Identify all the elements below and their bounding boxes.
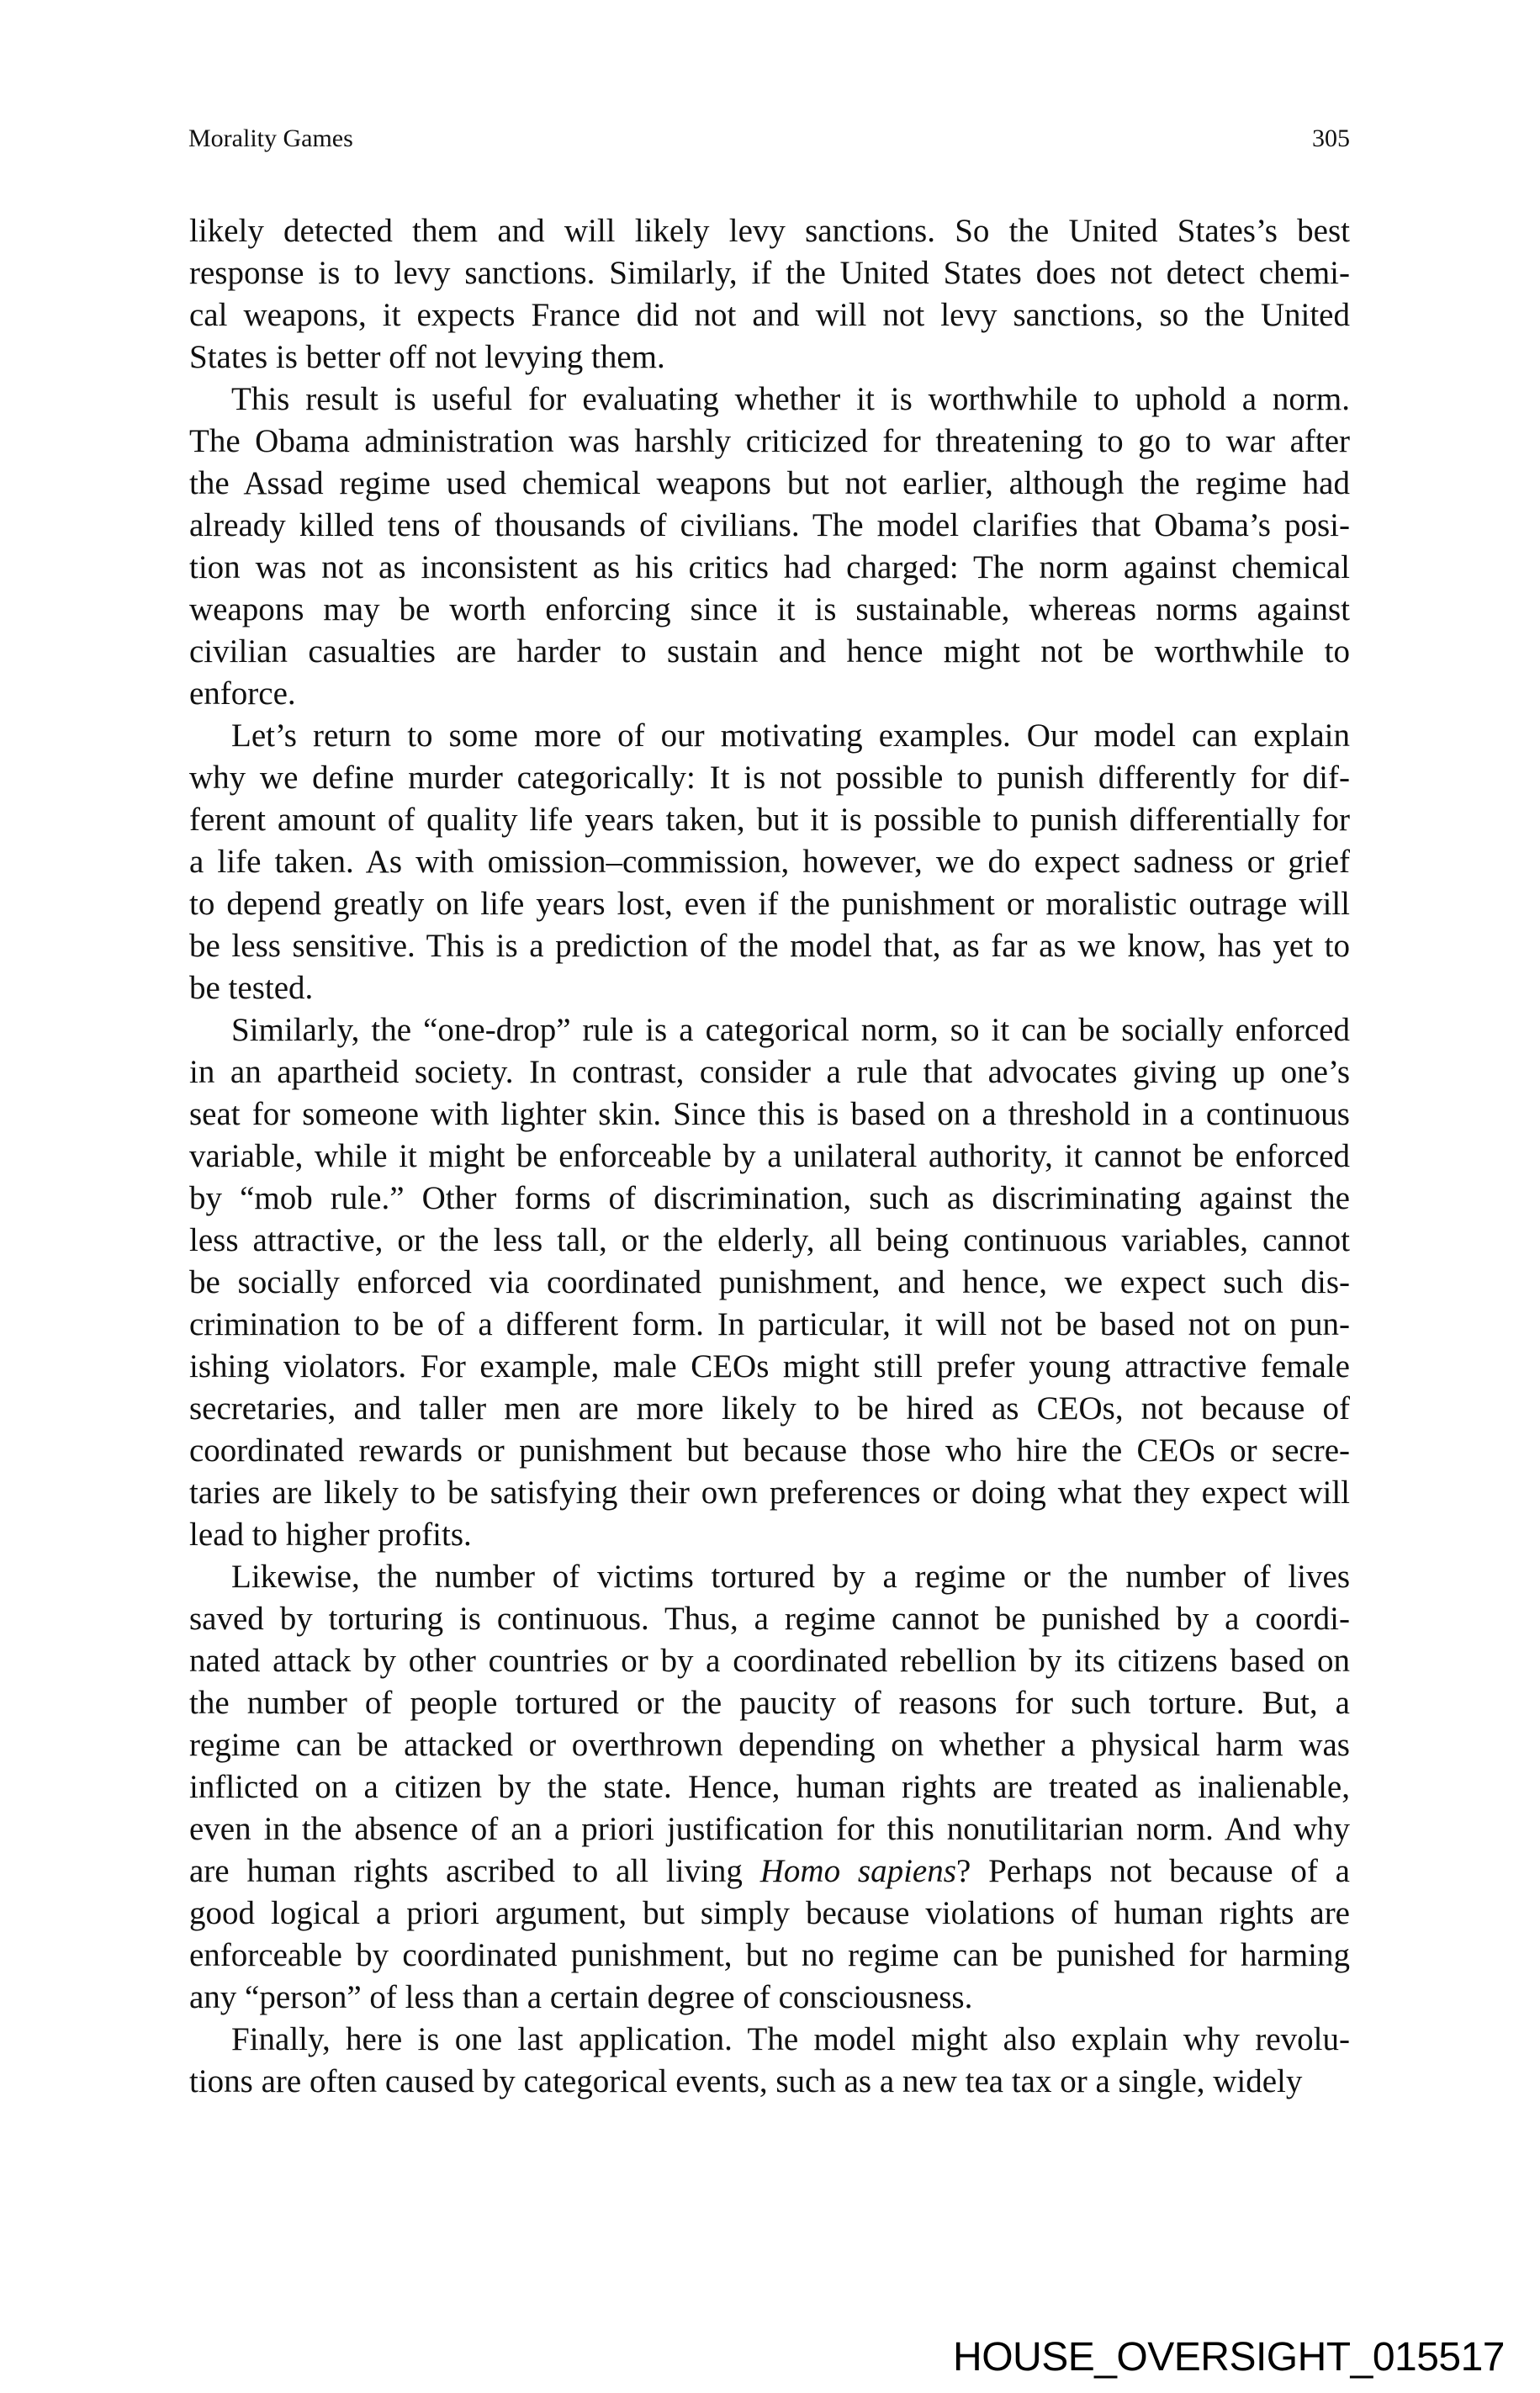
line-text: Likewise, the number of victims tortured by a regime or the number of lives <box>231 1559 1350 1595</box>
text-line <box>189 841 1350 883</box>
line-text: ishing violators. For example, male CEOs might still prefer young attractive female <box>189 1348 1350 1384</box>
line-text: The Obama administration was harshly criticized for threatening to go to war after <box>189 423 1350 459</box>
text-line <box>189 294 1350 336</box>
line-text: in an apartheid society. In contrast, consider a rule that advocates giving up one’s <box>189 1054 1350 1090</box>
line-text: secretaries, and taller men are more likely to be hired as CEOs, not because of <box>189 1390 1350 1427</box>
line-text: nated attack by other countries or by a coordinated rebellion by its citizens based on <box>189 1643 1350 1679</box>
text-line <box>189 547 1350 589</box>
line-text: be less sensitive. This is a prediction of the model that, as far as we know, has yet to <box>189 928 1350 964</box>
line-text: be socially enforced via coordinated punishment, and hence, we expect such dis- <box>189 1264 1350 1300</box>
italic-term: Homo sapiens <box>759 1853 956 1889</box>
text-line <box>189 883 1350 925</box>
line-text: seat for someone with lighter skin. Since this is based on a threshold in a continuous <box>189 1096 1350 1132</box>
line-text: cal weapons, it expects France did not and will not levy sanctions, so the United <box>189 297 1350 333</box>
text-line <box>189 1850 1350 1893</box>
line-text: regime can be attacked or overthrown depending on whether a physical harm was <box>189 1727 1350 1763</box>
line-text: tions are often caused by categorical events, such as a new tea tax or a single, widely <box>189 2063 1303 2099</box>
line-text: enforce. <box>189 675 296 712</box>
text-segment: are human rights ascribed to all living <box>189 1853 760 1889</box>
body-text <box>189 210 1350 2103</box>
text-line <box>189 1136 1350 1178</box>
text-line <box>189 1472 1350 1514</box>
line-text: enforceable by coordinated punishment, but no regime can be punished for harming <box>189 1937 1350 1973</box>
text-line <box>189 589 1350 631</box>
text-line <box>189 1640 1350 1682</box>
line-text: already killed tens of thousands of civilians. The model clarifies that Obama’s posi- <box>189 507 1350 543</box>
text-line <box>189 925 1350 967</box>
line-text: the Assad regime used chemical weapons but not earlier, although the regime had <box>189 465 1350 501</box>
text-line <box>189 631 1350 673</box>
text-line <box>189 1514 1350 1556</box>
line-text: likely detected them and will likely levy sanctions. So the United States’s best <box>189 213 1350 249</box>
text-line <box>189 1977 1350 2019</box>
text-line <box>189 1935 1350 1977</box>
text-line <box>189 1009 1350 1051</box>
text-line <box>189 1682 1350 1724</box>
line-text: a life taken. As with omission–commission, however, we do expect sadness or grief <box>189 844 1350 880</box>
line-text: Let’s return to some more of our motivating examples. Our model can explain <box>231 717 1350 754</box>
text-line <box>189 799 1350 841</box>
text-line <box>189 2061 1350 2103</box>
line-text: less attractive, or the less tall, or the elderly, all being continuous variables, cannot <box>189 1222 1350 1258</box>
line-text: Finally, here is one last application. The model might also explain why revolu- <box>231 2021 1350 2057</box>
text-line <box>189 1430 1350 1472</box>
text-line <box>189 463 1350 505</box>
line-text: inflicted on a citizen by the state. Hence, human rights are treated as inalienable, <box>189 1769 1350 1805</box>
line-text: even in the absence of an a priori justification for this nonutilitarian norm. And why <box>189 1811 1350 1847</box>
text-line <box>189 1808 1350 1850</box>
line-text: variable, while it might be enforceable by a unilateral authority, it cannot be enforced <box>189 1138 1350 1174</box>
line-text: lead to higher profits. <box>189 1517 472 1553</box>
page-header <box>188 124 1350 157</box>
line-text <box>189 1850 1350 1893</box>
text-line <box>189 1556 1350 1598</box>
text-line <box>189 1724 1350 1766</box>
text-line <box>189 210 1350 252</box>
text-line <box>189 1388 1350 1430</box>
paragraph <box>189 379 1350 715</box>
text-line <box>189 757 1350 799</box>
paragraph <box>189 1556 1350 2019</box>
text-line <box>189 505 1350 547</box>
paragraph <box>189 1009 1350 1556</box>
text-line <box>189 967 1350 1009</box>
running-title: Morality Games <box>188 124 353 152</box>
paragraph <box>189 715 1350 1009</box>
text-line <box>189 1220 1350 1262</box>
line-text: coordinated rewards or punishment but because those who hire the CEOs or secre- <box>189 1432 1350 1469</box>
line-text: civilian casualties are harder to sustain and hence might not be worthwhile to <box>189 633 1350 670</box>
line-text: This result is useful for evaluating whether it is worthwhile to uphold a norm. <box>231 381 1350 417</box>
text-line <box>189 1893 1350 1935</box>
text-line <box>189 1178 1350 1220</box>
bates-stamp: HOUSE_OVERSIGHT_015517 <box>953 2335 1505 2380</box>
text-line <box>189 1346 1350 1388</box>
paragraph <box>189 210 1350 379</box>
line-text: why we define murder categorically: It is not possible to punish differently for dif- <box>189 760 1350 796</box>
page-number: 305 <box>1312 124 1350 152</box>
line-text: the number of people tortured or the paucity of reasons for such torture. But, a <box>189 1685 1350 1721</box>
line-text: ferent amount of quality life years taken, but it is possible to punish differentially for <box>189 802 1350 838</box>
line-text: Similarly, the “one-drop” rule is a categorical norm, so it can be socially enforced <box>231 1012 1350 1048</box>
line-text: be tested. <box>189 970 314 1006</box>
text-line <box>189 1051 1350 1093</box>
paragraph <box>189 2019 1350 2103</box>
text-line <box>189 379 1350 421</box>
line-text: good logical a priori argument, but simply because violations of human rights are <box>189 1895 1350 1931</box>
text-line <box>189 1304 1350 1346</box>
text-line <box>189 252 1350 294</box>
text-line <box>189 2019 1350 2061</box>
line-text: taries are likely to be satisfying their own preferences or doing what they expect will <box>189 1474 1350 1511</box>
text-line <box>189 1093 1350 1136</box>
line-text: crimination to be of a different form. In particular, it will not be based not on pun- <box>189 1306 1350 1342</box>
text-line <box>189 336 1350 379</box>
text-line <box>189 1262 1350 1304</box>
line-text: response is to levy sanctions. Similarly, if the United States does not detect chemi- <box>189 255 1350 291</box>
line-text: tion was not as inconsistent as his critics had charged: The norm against chemical <box>189 549 1350 585</box>
line-text: any “person” of less than a certain degree of consciousness. <box>189 1979 973 2015</box>
line-text: to depend greatly on life years lost, even if the punishment or moralistic outrage will <box>189 886 1350 922</box>
line-text: States is better off not levying them. <box>189 339 665 375</box>
text-line <box>189 673 1350 715</box>
text-line <box>189 1598 1350 1640</box>
text-line <box>189 715 1350 757</box>
text-line <box>189 1766 1350 1808</box>
text-segment: ? Perhaps not because of a <box>955 1853 1350 1889</box>
line-text: saved by torturing is continuous. Thus, a regime cannot be punished by a coordi- <box>189 1601 1350 1637</box>
line-text: weapons may be worth enforcing since it is sustainable, whereas norms against <box>189 591 1350 627</box>
text-line <box>189 421 1350 463</box>
line-text: by “mob rule.” Other forms of discrimination, such as discriminating against the <box>189 1180 1350 1216</box>
